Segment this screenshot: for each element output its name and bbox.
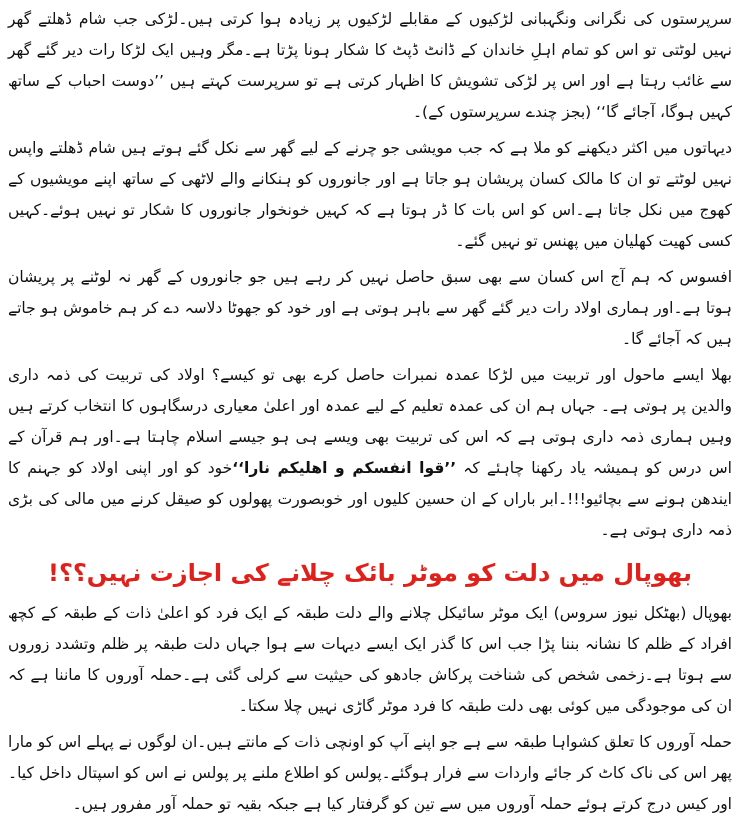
paragraph-responsibility-text-start: بھلا ایسے ماحول اور تربیت میں لڑکا عمدہ نمبرات حاصل کرے بھی تو کیسے؟ اولاد کی تربیت کی ذمہ داری والدین پر ہوتی ہے۔ جہاں ہم ان کی عمدہ تعلیم کے لیے عمدہ اور اعلیٰ معیاری درسگاہوں کا انتخاب کرتے ہیں وہیں ہماری ذمہ داری ہوتی ہے کہ اس کی تربیت بھی ویسے ہی ہو جیسے اسلام چاہتا ہے۔اور ہم قرآن کے اس درس کو ہمیشہ یاد رکھنا چاہئے کہ: [8, 366, 732, 477]
quran-quote: ’’قوا انفسکم و اھلیکم نارا‘‘: [232, 459, 457, 477]
paragraph-responsibility: [8, 360, 732, 546]
paragraph-attackers: حملہ آوروں کا تعلق کشواہا طبقہ سے ہے جو اپنے آپ کو اونچی ذات کے مانتے ہیں۔ان لوگوں نے پہلے اس کو مارا پھر اس کی ناک کاٹ کر جائے واردات سے فرار ہوگئے۔پولس کو اطلاع ملنے پر پولس نے اس کو اسپتال داخل کیا۔اور کیس درج کرتے ہوئے حملہ آوروں میں سے تین کو گرفتار کیا ہے جبکہ بقیہ تو حملہ آور مفرور ہیں۔: [8, 733, 732, 813]
paragraph-responsibility-text-end: خود کو اور اپنی اولاد کو جہنم کا ایندھن ہونے سے بچائیو!!!۔ابر باراں کے ان حسین کلیوں اور خوبصورت پھولوں کو صیقل کرنے میں مالی کی بڑی ذمہ داری ہوتی ہے۔: [8, 459, 732, 539]
paragraph-regret: افسوس کہ ہم آج اس کسان سے بھی سبق حاصل نہیں کر رہے ہیں جو جانوروں کے گھر نہ لوٹنے پر پریشان ہوتا ہے۔اور ہماری اولاد رات دیر گئے گھر سے باہر ہوتی ہے اور خود کو جھوٹا دلاسہ دے کر ہم خاموش ہو جاتے ہیں کہ آجائے گا۔: [8, 268, 732, 348]
article-headline: بھوپال میں دلت کو موٹر بائک چلانے کی اجازت نہیں؟؟!: [48, 559, 692, 587]
paragraph-incident: بھوپال (بھٹکل نیوز سروس) ایک موٹر سائیکل چلانے والے دلت طبقہ کے ایک فرد کو اعلیٰ ذات کے طبقہ کے کچھ افراد کے ظلم کا نشانہ بننا پڑا جب اس کا گذر ایک ایسے دیہات سے ہوا جہاں دلت طبقہ پر ظلم وتشدد زوروں سے ہوتا ہے۔زخمی شخص کی شناخت پرکاش جادھو کی حیثیت سے کرلی گئی ہے۔حملہ آوروں کا ماننا ہے کہ ان کی موجودگی میں کوئی بھی دلت طبقہ کا فرد موٹر گاڑی نہیں چلا سکتا۔: [8, 604, 732, 715]
article-upbringing: [8, 4, 732, 546]
article-bhopal-dalit: [8, 556, 732, 820]
paragraph-supervision: سرپرستوں کی نگرانی ونگہبانی لڑکیوں کے مقابلے لڑکیوں پر زیادہ ہوا کرتی ہیں۔لڑکی جب شام ڈھلتے گھر نہیں لوٹتی تو اس کو تمام اہلِ خاندان کے ڈانٹ ڈپٹ کا شکار ہونا پڑتا ہے۔مگر وہیں ایک لڑکا رات دیر گئے گھر سے غائب رہتا ہے اور اس پر لڑکی تشویش کا اظہار کرتی ہے تو سرپرست کہتے ہیں ’’دوست احباب کے ساتھ کہیں ہوگا، آجائے گا‘‘ (بجز چندے سرپرستوں کے)۔: [8, 10, 732, 121]
paragraph-farmer-cattle: دیہاتوں میں اکثر دیکھنے کو ملا ہے کہ جب مویشی جو چرنے کے لیے گھر سے نکل گئے ہوتے ہیں شام ڈھلتے واپس نہیں لوٹتے تو ان کا مالک کسان پریشان ہو جاتا ہے اور جانوروں کو ہنکانے والے لاٹھی کے ساتھ اپنے مویشیوں کے کھوج میں نکل جاتا ہے۔اس کو اس بات کا ڈر ہوتا ہے کہ کہیں خونخوار جانوروں کا شکار تو نہیں ہوئے۔کہیں کسی کھیت کھلیان میں پھنس تو نہیں گئے۔: [8, 139, 732, 250]
